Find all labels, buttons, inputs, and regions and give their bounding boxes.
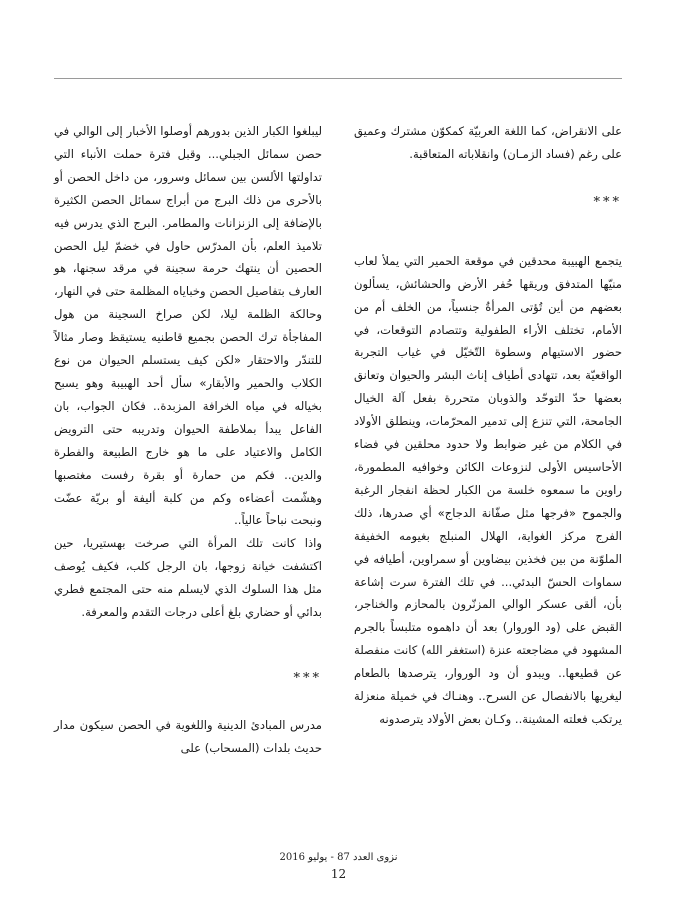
paragraph-continuation: ليبلغوا الكبار الذين بدورهم أوصلوا الأخبار إلى الوالي في حصن سمائل الجبلي... وقبل فترة حملت الأنباء التي تداولتها الألسن بين سمائل وسرور، من داخل الحصن أو بالأحرى من ذلك البرج من أبراج سمائل الحصن الكثيرة بالإضافة إلى الزنزانات والمطامر. البرج الذي يدرس فيه تلاميذ العلم، بأن المدرّس حاول في خضمّ ليل الحصن الحصين أن ينتهك حرمة سجينة في مرقد سجنها، هو العارف بتفاصيل الحصن وخباياه المظلمة حتى في النهار، وحالكة الظلمة ليلا، لكن صراخ السجينة من هول المفاجأة ترك الحصن بجميع قاطنيه يستيقظ وصار مثالاً للتندّر والاحتقار «لكن كيف يستسلم الحيوان من نوع الكلاب والحمير والأبقار» سأل أحد الهبيبة وهو يسبح بخياله في مياه الخرافة المزبدة.. فكان الجواب، بان الفاعل يبدأ بملاطفة الحيوان وتدريبه حتى الترويض الكامل والاعتياد على ما هو خارج الطبيعة والفطرة والدين.. فكم من حمارة أو بقرة رفست مغتصبها وهشّمت أعضاءه وكم من كلبة أليفة أو بريّة عضّت ونبحت نباحاً عالياً.. — [54, 124, 322, 528]
section-separator: *** — [593, 194, 622, 210]
page-number: 12 — [330, 867, 347, 881]
paragraph-third: مدرس المبادئ الدينية واللغوية في الحصن سيكون مدار حديث بلدات (المسحاب) على — [54, 717, 322, 755]
section-separator: *** — [293, 670, 322, 686]
top-divider-line — [54, 78, 622, 79]
paragraph-second: واذا كانت تلك المرأة التي صرخت بهستيريا، حين اكتشفت خيانة زوجها، بان الرجل كلب، فكيف يُوصف مثل هذا السلوك الذي لايسلم منه حتى المجتمع فطري بدائي أو حضاري بلغ أعلى درجات التقدم والمعرفة. — [54, 536, 322, 620]
left-column — [54, 120, 322, 760]
paragraph-intro: على الانقراض، كما اللغة العربيّة كمكوّن مشترك وعميق على رغم (فساد الزمـان) وانقلاباته المتعاقبة. — [354, 124, 622, 161]
right-column — [354, 120, 622, 731]
paragraph-body: يتجمع الهبيبة محدقين في موقعة الحمير التي يملأ لعاب منيّها المتدفق وريقها حُفر الأرض والحشائش، يسألون بعضهم من أين تُؤتى المرأةُ جنسياً، من الخلف أم من الأمام، تختلف الأراء الطفولية وتتصادم التوقعات، في حضور الاستيهام وسطوة التّخيّل في غياب التجربة الواقعيّة بعد، تتهادى أطياف إناث البشر والحيوان وتعانق بعضها حدّ التوحّد والذوبان متحررة بفعل آلة الخيال الجامحة، التي تنزع إلى تدمير المحرّمات، وينطلق الأولاد في الكلام من غير ضوابط ولا حدود محلقين في فضاء الأحاسيس الأولى لنزوعات الكائن وخوافيه المطمورة، راوين ما سمعوه خلسة من الكبار لحظة انفجار الرغبة والجموح «فرجها مثل صفّانة الدجاج» أي صدرها، ذلك الفرج مركز الغواية، الهلال المنبلج بغيومه الخفيفة الملوّنة من بين فخذين بيضاوين أو سمراوين، أطيافه في سماوات الحسّ البدئي... في تلك الفترة سرت إشاعة بأن، ألقى عسكر الوالي المزنّرون بالمحازم والخناجر، القبض على (ود الوروار) بعد أن داهموه متلبساً بالجرم المشهود في مضاجعته عنزة (استغفر الله) كانت منفصلة عن قطيعها.. ويبدو أن ود الوروار، يترصدها بالطعام ليغريها بالانفصال عن السرح.. وهنـاك في خميلة منعزلة يرتكب فعلته المشينة.. وكـان بعض الأولاد يترصدونه — [354, 253, 622, 726]
footer-issue-label: نزوى العدد 87 - يوليو 2016 — [279, 852, 398, 863]
